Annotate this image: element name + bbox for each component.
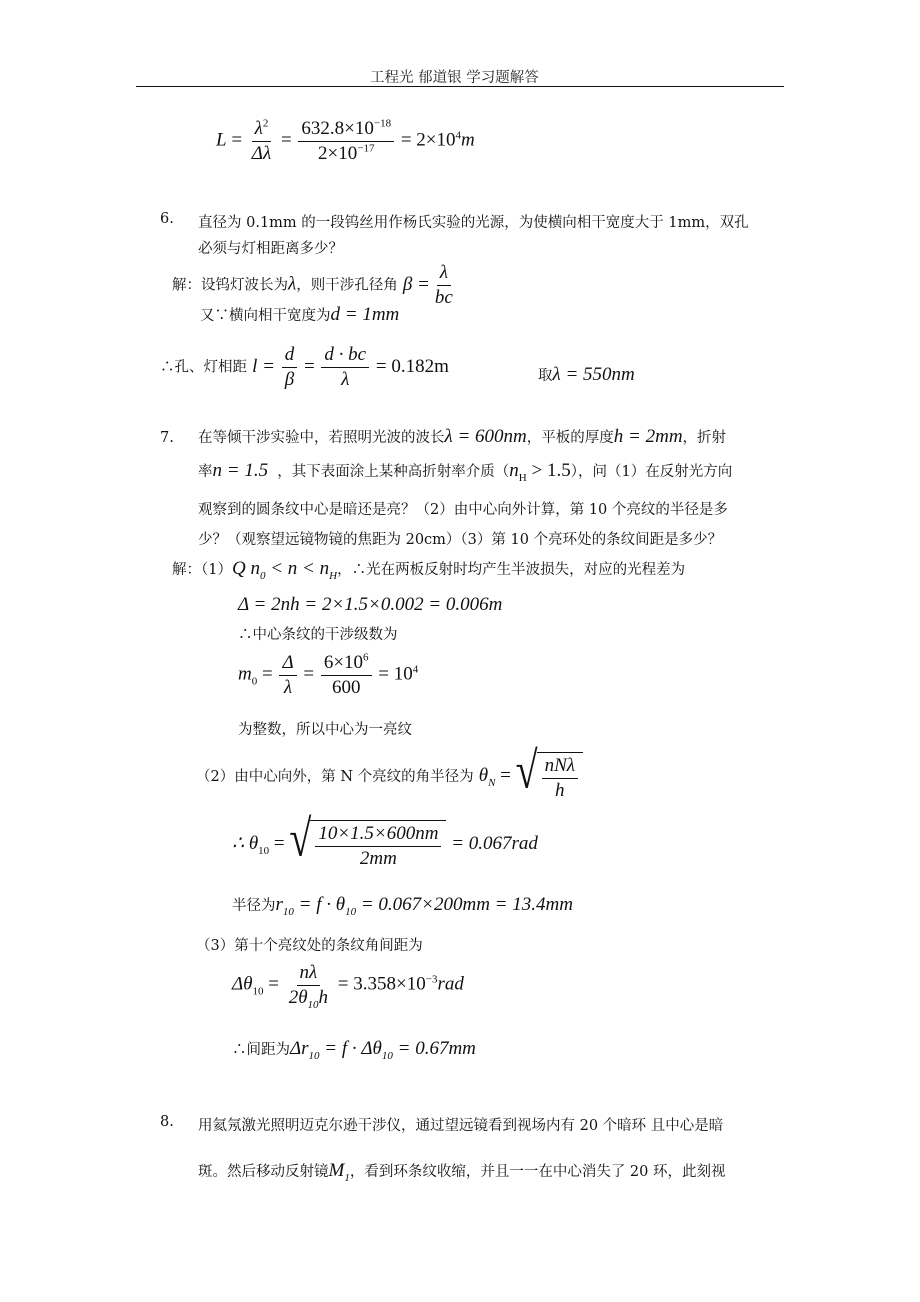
q7-solution-part1: 解：（1）Q $n_0 < n < n_H$，∴光在两板反射时均产生半波损失，对应的光程差为 [172, 558, 686, 582]
q6-text-line2: 必须与灯相距离多少？ [198, 241, 343, 257]
q6-number: 6. [160, 211, 174, 227]
q6-distance-result: ∴孔、灯相距 l = $\frac{d}{\beta}$ = $\frac{d \cdot bc}{\lambda}$ = 0.182m [160, 344, 449, 390]
q7-number: 7. [160, 430, 174, 446]
q7-order-text: ∴中心条纹的干涉级数为 [238, 627, 398, 643]
q7-path-difference: Δ = 2nh = 2×1.5×0.002 = 0.006m [238, 594, 503, 615]
q7-text-line2: 率n = 1.5 ，其下表面涂上某种高折射率介质$(n_H > 1.5)$，问（1）在反射光方向 [198, 460, 733, 484]
q6-coherence-width: 又∵横向相干宽度为d = 1mm [200, 304, 400, 325]
q7-angular-spacing-equation: $\Delta\theta_{10}$ = $\frac{n\lambda}{2\theta_{10}h}$ = $3.358\times 10^{-3}rad$ [232, 962, 464, 1011]
q8-text-line1: 用氦氖激光照明迈克尔逊干涉仪，通过望远镜看到视场内有 20 个暗环 且中心是暗 [198, 1118, 724, 1134]
q6-wavelength-assumption: 取λ = 550nm [538, 364, 635, 385]
page-header-title: 工程光 郁道银 学习题解答 [370, 70, 539, 86]
q7-integer-text: 为整数，所以中心为一亮纹 [238, 722, 412, 738]
q7-text-line3: 观察到的圆条纹中心是暗还是亮？（2）由中心向外计算，第 10 个亮纹的半径是多 [198, 502, 728, 518]
q7-text-line1: 在等倾干涉实验中，若照明光波的波长λ = 600nm，平板的厚度h = 2mm，折射 [198, 426, 727, 447]
q7-text-line4: 少？（观察望远镜物镜的焦距为 20cm）（3）第 10 个亮环处的条纹间距是多少？ [198, 532, 723, 548]
q8-text-line2: 斑。然后移动反射镜$M_1$，看到环条纹收缩，并且一一在中心消失了 20 环，此刻视 [198, 1160, 726, 1184]
q6-text-line1: 直径为 0.1mm 的一段钨丝用作杨氏实验的光源，为使横向相干宽度大于 1mm，双孔 [198, 215, 749, 231]
q7-order-equation: $m_0$ = $\frac{\Delta}{\lambda}$ = $\frac{6\times 10^6}{600}$ = $10^4$ [238, 651, 419, 698]
q7-theta10-equation: ∴ $\theta_{10}$ = √ $\frac{10\times 1.5\times 600nm}{2mm}$ = 0.067rad [232, 808, 538, 869]
q7-radius-equation: 半径为$r_{10} = f \cdot \theta_{10} = 0.067\times 200mm = 13.4mm$ [232, 894, 573, 918]
q8-number: 8. [160, 1114, 174, 1130]
q7-part2-angle: （2）由中心向外，第 N 个亮纹的角半径为 $\theta_N$ = √ $\frac{\text{nNλ}}{h}$ [196, 752, 583, 802]
q7-spacing-result: ∴间距为$\Delta r_{10} = f \cdot \Delta\theta_{10} = 0.67mm$ [232, 1038, 476, 1062]
q6-solution-line1: 解：设钨灯波长为λ，则干涉孔径角 β = $\frac{\lambda}{bc}$ [172, 262, 453, 308]
header-rule [136, 86, 784, 87]
q7-part3-text: （3）第十个亮纹处的条纹角间距为 [196, 938, 423, 954]
equation-coherence-length: L = $\frac{\lambda^2}{\Delta\lambda}$ = $\frac{632.8\times 10^{-18}}{2\times 10^{-17}}$ = $2\times 10^4m$ [216, 117, 475, 164]
